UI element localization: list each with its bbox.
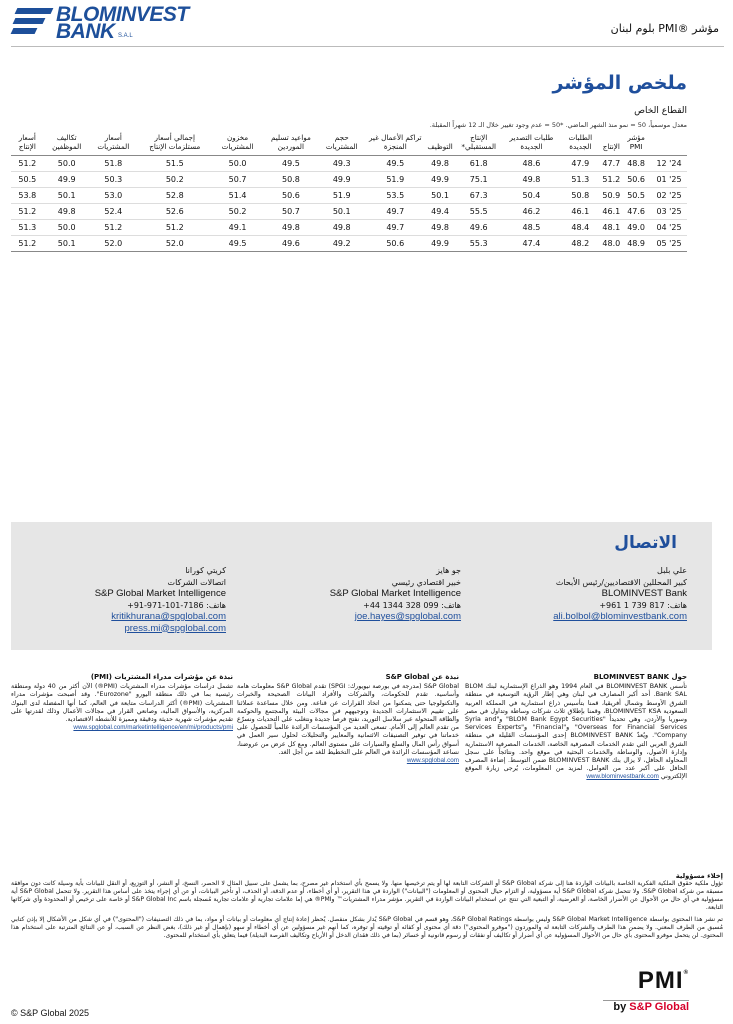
table-cell: 50.6 [364,236,426,252]
table-cell: 50.5 [11,172,44,188]
table-cell: 47.6 [621,204,651,220]
about-heading: نبذة عن S&P Global [385,673,459,681]
table-header: مؤشر PMI [621,131,651,156]
table-cell: 49.5 [364,156,426,172]
contact-card-ali [497,565,687,623]
table-cell: 50.1 [319,204,364,220]
table-header: التوظيف [426,131,453,156]
table-cell: 49.8 [262,220,319,236]
table-header: تراكم الأعمال غير المنجزة [364,131,426,156]
table-header: أسعار المشتريات [90,131,137,156]
table-cell: 49.5 [262,156,319,172]
table-cell: 50.2 [213,204,263,220]
table-cell: 25' 03 [651,204,687,220]
table-cell: 50.0 [44,156,90,172]
table-note: معدل موسمياً، 50 = نمو منذ الشهر الماضي. *50 = عدم وجود تغيير خلال الـ 12 شهراً المقبلة. [429,121,687,129]
contact-role: اتصالات الشركات [167,577,226,587]
table-cell: 50.6 [262,188,319,204]
table-cell: 51.2 [11,204,44,220]
section-title: ملخص المؤشر [552,72,687,94]
disclaimer [11,872,723,944]
table-cell: 25' 04 [651,220,687,236]
table-row [11,204,687,220]
table-row [11,172,687,188]
table-cell: 24' 12 [651,156,687,172]
table-cell: 49.4 [426,204,453,220]
logo-text-line1: BLOMINVEST [56,3,189,26]
table-cell: 50.5 [621,188,651,204]
contact-card-kriti [36,565,226,634]
logo-suffix: S.A.L [118,33,133,39]
about-text: تشمل دراسات مؤشرات مدراء المشتريات (PMI®) الآن أكثر من 40 دولة ومنطقة رئيسية بما في ذلك منطقة اليورو "Eurozone". وقد أصبحت مؤشرات مدراء المشتريات (PMI®) أكثر الدراسات متابعة في العالم، كما أنها المفضلة لدى البنوك المركزية، والأسواق المالية، وصانعي القرار في مجالات الأعمال وذلك لقدرتها على تقديم مؤشرات شهرية حديثة ودقيقة ومميزة للأنشطة الاقتصادية. [11,683,234,724]
table-cell: 50.8 [262,172,319,188]
table-cell: 49.9 [426,236,453,252]
about-pmi [11,673,233,732]
table-cell: 52.4 [90,204,137,220]
contact-email-link[interactable]: kritikhurana@spglobal.com [111,611,226,622]
table-cell: 47.4 [504,236,560,252]
table-cell: 51.3 [11,220,44,236]
pmi-logo-text: PMI [637,967,684,994]
table-cell: 48.0 [601,236,621,252]
table-cell: 46.1 [559,204,601,220]
table-cell: 49.6 [262,236,319,252]
sp-global-logo-text: S&P Global [629,1001,689,1013]
table-cell: 51.8 [90,156,137,172]
table-cell: 48.9 [621,236,651,252]
table-cell: 51.9 [364,172,426,188]
table-cell: 49.9 [44,172,90,188]
table-cell: 52.8 [137,188,213,204]
table-cell: 49.5 [213,236,263,252]
contact-org: S&P Global Market Intelligence [94,588,226,599]
about-blominvest [465,673,687,782]
about-link[interactable]: www.blominvestbank.com [586,773,659,781]
table-cell: 55.3 [454,236,504,252]
disclaimer-paragraph: تؤول ملكية حقوق الملكية الفكرية الخاصة بالبيانات الواردة هنا إلى شركة S&P Global أو الشركات التابعة لها أو يتم ترخيصها منها. ولا يسمح بأي استخدام غير مصرح، بما يشمل على سبيل المثال لا الحصر، النسخ، أو النشر، أو التوزيع، أو النقل للبيانات بأية وسيلة كانت دون موافقة مسبقة من شركة S&P Global. ولا تتحمل شركة S&P Global أية مسؤولية، أو التزام حيال المحتوى أو المعلومات ("البيانات") الواردة في هذا التقرير، أو أي أخطاء، أو عدم الدقة، أو الحذف، أو تأخير البيانات، أو عن أي إجراء يتخذ على أساس هذا التقرير. ولا تتحمل S&P Global أية مسؤولية في أي حال من الأحوال عن الأضرار الخاصة، أو العرضية، أو التبعية التي تنتج عن استخدام البيانات الواردة في التقرير. مؤشر مدراء المشتريات™ وPMI® هي إما علامات تجارية أو علامات تجارية مُسجلة باسم S&P Global Inc أو خاصة على ترخيص أو المحدودة وأي شركاتها التابعة. [11,880,723,911]
table-cell: 50.1 [44,236,90,252]
table-cell: 49.1 [213,220,263,236]
table-header: الطلبات الجديدة [559,131,601,156]
table-cell: 49.9 [319,172,364,188]
table-cell: 53.8 [11,188,44,204]
logo-mark-icon [10,6,62,36]
table-row [11,188,687,204]
table-cell: 49.8 [44,204,90,220]
pmi-logo: PMI® by S&P Global [613,967,689,1013]
contact-phone: هاتف: 7186-101-971-91+ [127,600,226,610]
about-text: S&P Global (مدرجة في بورصة نيويورك: SPGI) تقدم S&P Global معلومات هامة وأساسية. تقدم للحكومات، والشركات والأفراد البيانات الصحيحة والخبرات والتكنولوجيا حتى يتمكنوا من اتخاذ القرارات عن قناعة. ومن خلال مساعدة عملائنا على تقييم الاستثمارات الجديدة وتوجيههم في مجالات البيئة والمجتمع والحوكمة والطاقة المتحولة عبر سلاسل التوريد، نفتح فرصاً جديدة ونتغلب على التحديات ونسرّع من تقدم العالم إلى الأمام. تسعى العديد من المؤسسات الرائدة عالمياً للحصول على خدماتنا في توفير التصنيفات الائتمانية والمعايير والتحليلات لحلول سير العمل في أسواق رأس المال والسلع والسيارات على مستوى العالم. ومع كل عرض من عروضنا، نساعد المؤسسات الرائدة في العالم على التخطيط للغد من أجل الغد. [237,683,459,756]
table-header-row [11,131,687,156]
table-cell: 49.8 [319,220,364,236]
pmi-summary-table [11,131,687,252]
table-cell: 50.1 [426,188,453,204]
table-cell: 49.8 [504,172,560,188]
table-cell: 50.0 [213,156,263,172]
table-header: أسعار الإنتاج [11,131,44,156]
table-cell: 49.7 [364,204,426,220]
table-cell: 67.3 [454,188,504,204]
table-cell: 52.0 [137,236,213,252]
table-cell: 50.0 [44,220,90,236]
table-cell: 51.2 [137,220,213,236]
logo-text-line2: BANK [56,20,115,43]
disclaimer-paragraph: تم نشر هذا المحتوى بواسطة S&P Global Market Intelligence وليس بواسطة S&P Global Ratings، وهو قسم في S&P Global يُدار بشكل منفصل. يُحظر إعادة إنتاج أي معلومات أو بيانات أو مواد، بما في ذلك التصنيفات ("المحتوى") في أي شكل من الأشكال إلا بإذن كتابي مُسبق من الطرف المعني. ولا يضمن هذا الطرف والشركات التابعة له والموردون ("موفرو المحتوى") دقة أي محتوى أو كفائه أو توقيته أو توفره، كما أنهم غير مسؤولين عن أي أخطاء أو سهو (بإهمال أو غير ذلك)، بغض النظر عن السبب، أو عن النتائج المترتبة على استخدام هذا المحتوى. لن يتحمل موفرو المحتوى بأي حال من الأحوال المسؤولية عن أي أضرار أو تكاليف أو نفقات أو رسوم قانونية أو خسائر (بما في ذلك فقدان الدخل أو الأرباح وتكاليف الفرصة البديلة) فيما يتعلق بأي استخدام للمحتوى. [11,916,723,939]
table-cell: 48.8 [621,156,651,172]
contact-card-joe [271,565,461,623]
table-cell: 50.3 [90,172,137,188]
table-row [11,220,687,236]
table-cell: 50.7 [262,204,319,220]
contact-role: كبير المحللين الاقتصاديين/رئيس الأبحاث [555,577,687,587]
about-link[interactable]: www.spglobal.com/marketintelligence/en/mi/products/pmi [73,724,233,732]
table-cell: 25' 02 [651,188,687,204]
table-cell: 55.5 [454,204,504,220]
contact-org: BLOMINVEST Bank [601,588,687,599]
table-row [11,156,687,172]
table-header: طلبات التصدير الجديدة [504,131,560,156]
table-cell: 51.5 [137,156,213,172]
table-cell: 48.4 [559,220,601,236]
table-cell: 53.0 [90,188,137,204]
table-cell: 25' 05 [651,236,687,252]
table-cell: 52.6 [137,204,213,220]
table-cell: 53.5 [364,188,426,204]
table-header: حجم المشتريات [319,131,364,156]
table-cell: 49.6 [454,220,504,236]
table-cell: 52.0 [90,236,137,252]
table-cell: 47.9 [559,156,601,172]
table-cell: 49.8 [426,220,453,236]
table-cell: 49.7 [364,220,426,236]
table-cell: 25' 01 [651,172,687,188]
header-divider [11,46,724,47]
table-cell: 50.2 [137,172,213,188]
table-cell: 50.9 [601,188,621,204]
contact-phone: هاتف: 099 328 1344 44+ [363,600,461,610]
contact-org: S&P Global Market Intelligence [329,588,461,599]
blominvest-logo [10,3,189,43]
contact-email-link[interactable]: ali.bolbol@blominvestbank.com [553,611,687,622]
table-cell: 49.0 [621,220,651,236]
table-cell: 51.2 [11,156,44,172]
about-heading: حول BLOMINVEST BANK [593,673,687,681]
table-cell: 50.1 [44,188,90,204]
table-cell: 48.5 [504,220,560,236]
contact-name: جو هايز [436,566,461,575]
table-cell: 50.4 [504,188,560,204]
contact-title: الاتصال [614,533,677,553]
table-cell: 61.8 [454,156,504,172]
pmi-by: by [613,1001,627,1013]
table-cell: 51.2 [601,172,621,188]
table-cell: 50.7 [213,172,263,188]
table-cell: 51.3 [559,172,601,188]
table-cell: 51.4 [213,188,263,204]
section-subtitle: القطاع الخاص [634,106,687,116]
table-cell: 50.8 [559,188,601,204]
table-cell: 51.2 [90,220,137,236]
table-header: الإنتاج المستقبلي* [454,131,504,156]
table-cell: 51.9 [319,188,364,204]
contact-email-link[interactable]: joe.hayes@spglobal.com [354,611,461,622]
table-header [651,131,687,156]
table-header: إجمالي أسعار مستلزمات الإنتاج [137,131,213,156]
table-cell: 48.6 [504,156,560,172]
table-cell: 75.1 [454,172,504,188]
table-cell: 49.9 [426,172,453,188]
table-cell: 49.2 [319,236,364,252]
table-header: الإنتاج [601,131,621,156]
about-link[interactable]: www.spglobal.com [406,757,459,765]
table-cell: 49.8 [426,156,453,172]
table-cell: 46.1 [601,204,621,220]
table-header: مواعيد تسليم الموردين [262,131,319,156]
table-cell: 51.2 [11,236,44,252]
table-cell: 48.2 [559,236,601,252]
press-email-link[interactable]: press.mi@spglobal.com [124,622,226,634]
about-heading: نبذة عن مؤشرات مدراء المشتريات (PMI) [90,673,233,681]
logo-divider [603,1000,689,1001]
contact-role: خبير اقتصادي رئيسي [391,577,461,587]
about-spglobal [237,673,459,765]
contact-phone: هاتف: 817 739 1 961+ [599,600,687,610]
table-cell: 47.7 [601,156,621,172]
table-header: تكاليف الموظفين [44,131,90,156]
contact-name: كريتي كورانا [185,566,226,575]
contact-name: علي بلبل [657,566,687,575]
table-header: مخزون المشتريات [213,131,263,156]
table-cell: 46.2 [504,204,560,220]
copyright: © S&P Global 2025 [11,1008,90,1018]
table-cell: 49.3 [319,156,364,172]
table-cell: 48.1 [601,220,621,236]
table-cell: 50.6 [621,172,651,188]
disclaimer-heading: إخلاء مسؤولية [675,872,723,880]
header-title: مؤشر ®PMI بلوم لبنان [610,22,719,35]
table-row [11,236,687,252]
about-text: تأسس BLOMINVEST BANK في العام 1994 وهو الذراع الإستثمارية لبنك BLOM Bank SAL. أحد أكبر المصارف في لبنان وهي إطار الرؤية التوسعية في منطقة الشرق الأوسط وشمال أفريقيا، قمنا بتأسيس ذراع استثمارية في المملكة العربية السعودية BLOMINVEST KSA، وقمنا بإطلاق ثلاث شركات وساطة وتداول في مصر وسوريا والأردن، وهي تحديداً "BLOM Bank Egypt Securities" و"Syria and Overseas for Financial Services" و"Financial" و"Services Experts Company". ويُعدّ BLOMINVEST BANK إحدى المؤسسات القليلة في منطقة الشرق العربي التي تقدم الخدمات المصرفية الخاصة، الخدمات المصرفية الاستثمارية وإدارة الأصول، والوساطة والخدمات البحثية في موقع واحد. ونتائجاً على سجل المحاولة الحافل، لا يزال بنك BLOMINVEST BANK ضمن التوسط. إضاءة المصرف الحافل على أكبر عدد من العوامل. لمزيد من المعلومات، يُرجى زيارة الموقع الإلكتروني [465,683,687,781]
